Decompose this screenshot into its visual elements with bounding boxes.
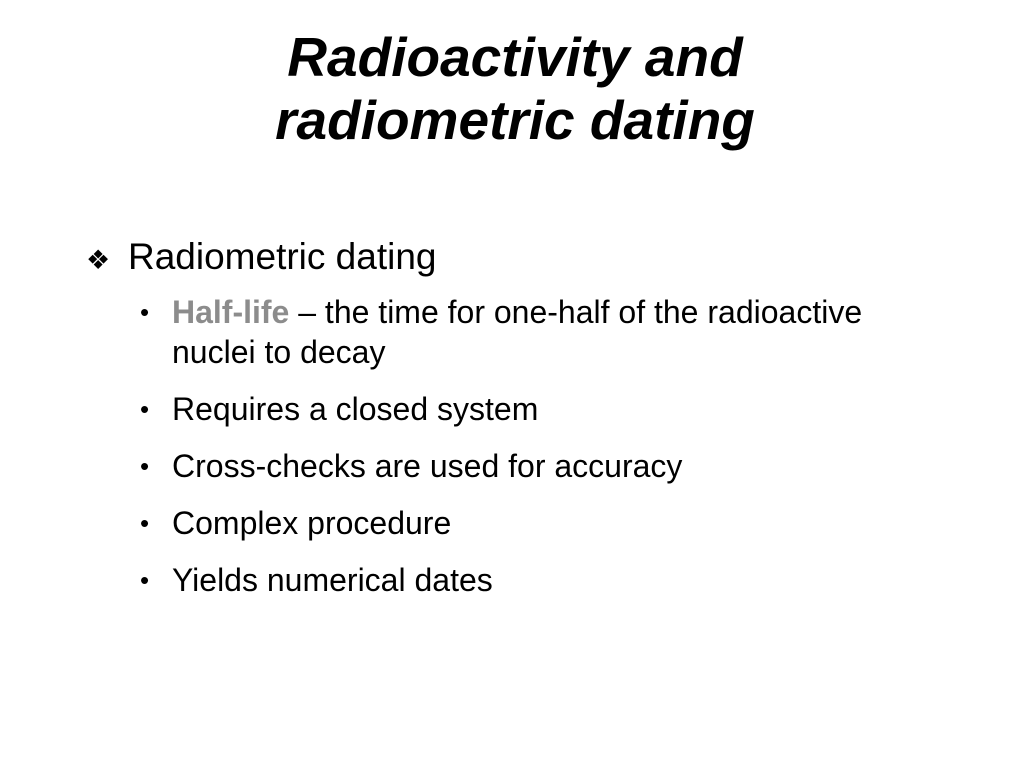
diamond-star-bullet-icon: ❖ (86, 245, 111, 275)
term-definition: – the time for one-half of the radioactive nuclei to decay (172, 294, 863, 370)
slide-title (112, 26, 918, 152)
sub-bullet-list (86, 292, 946, 600)
bullet-label: Radiometric dating (128, 236, 437, 277)
list-item-text: Yields numerical dates (172, 562, 493, 598)
bullet-dot-icon: • (140, 451, 150, 481)
list-item-half-life (140, 292, 946, 372)
list-item (140, 446, 946, 486)
slide-title-line-2: radiometric dating (275, 89, 755, 151)
list-item-text: Requires a closed system (172, 391, 539, 427)
term-half-life: Half-life (172, 294, 290, 330)
bullet-dot-icon: • (140, 394, 150, 424)
list-item (140, 503, 946, 543)
list-item (140, 389, 946, 429)
bullet-dot-icon: • (140, 508, 150, 538)
bullet-dot-icon: • (140, 565, 150, 595)
slide-body (86, 228, 946, 600)
bullet-radiometric-dating (86, 228, 946, 286)
slide-title-line-1: Radioactivity and (287, 26, 743, 88)
list-item-text: Cross-checks are used for accuracy (172, 448, 683, 484)
list-item-text: Complex procedure (172, 505, 452, 541)
list-item (140, 560, 946, 600)
list-item-text (172, 292, 946, 372)
bullet-dot-icon: • (140, 297, 150, 327)
